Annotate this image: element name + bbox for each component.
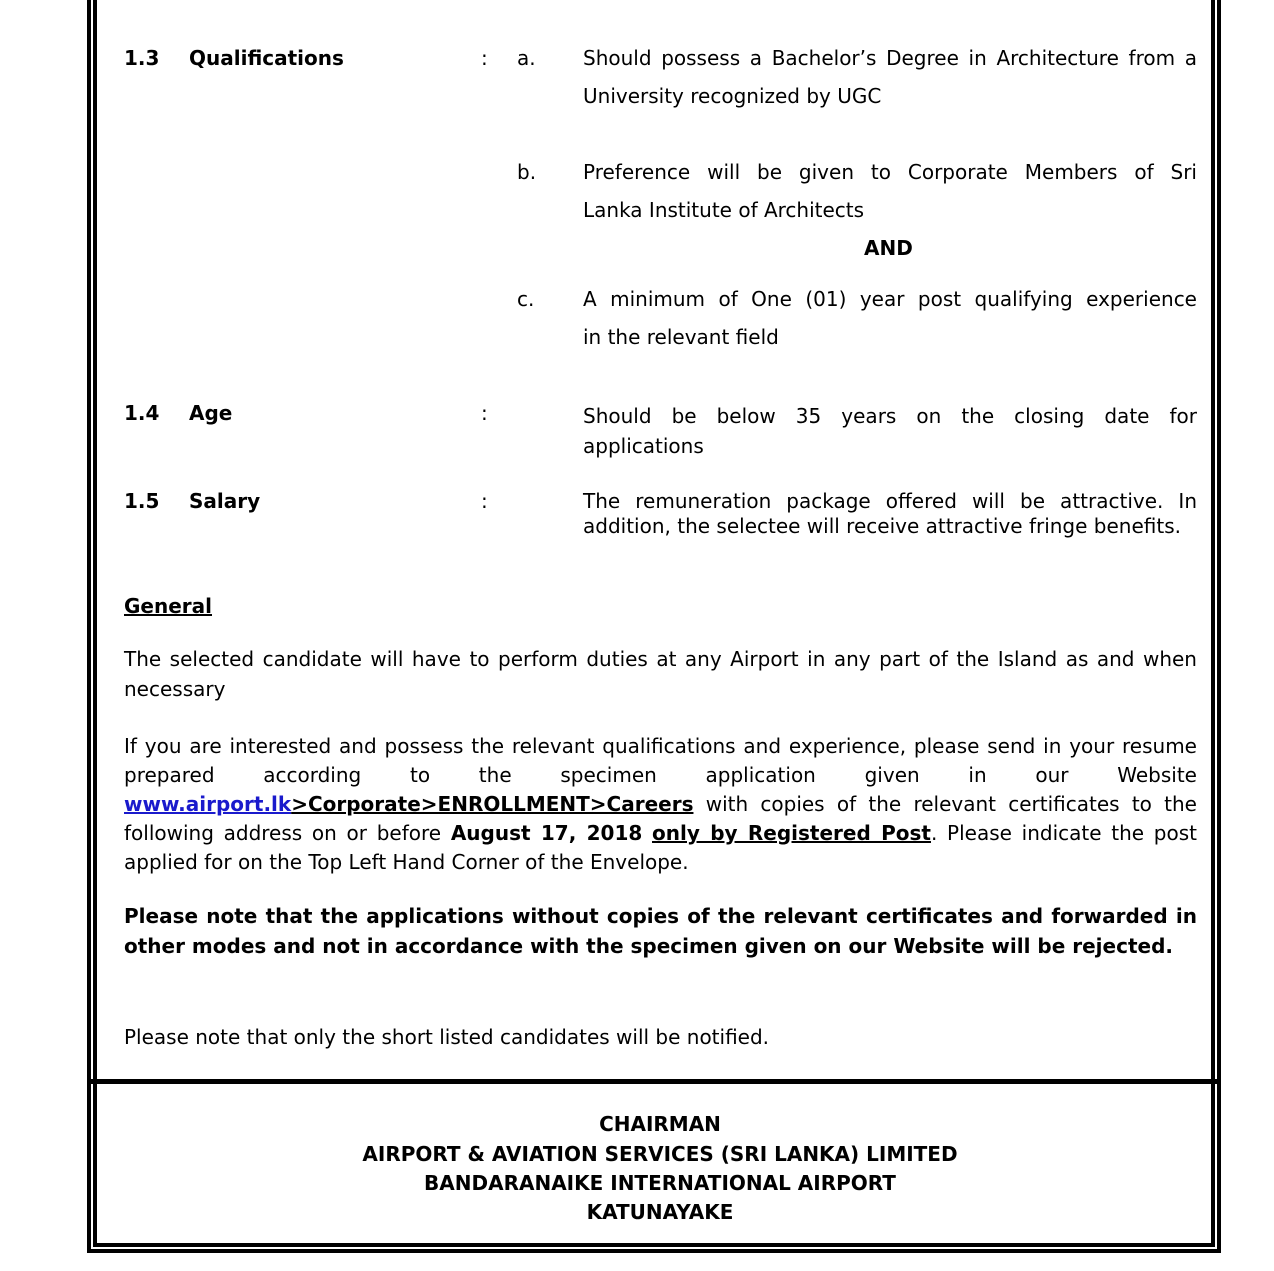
qualification-marker-c: c. <box>517 287 535 311</box>
item-colon: : <box>481 46 488 70</box>
item-label-salary: Salary <box>189 489 261 513</box>
item-colon: : <box>481 489 488 513</box>
qualification-c-line2: in the relevant field <box>583 325 779 349</box>
general-paragraph-application <box>124 732 1197 877</box>
and-connector: AND <box>864 236 913 260</box>
general-paragraph-duties: The selected candidate will have to perform duties at any Airport in any part of the Island as and when necessary <box>124 647 1197 701</box>
qualification-marker-b: b. <box>517 160 537 184</box>
salary-text: The remuneration package offered will be attractive. In addition, the selectee will receive attractive fringe benefits. <box>583 489 1197 538</box>
address-line-airport: BANDARANAIKE INTERNATIONAL AIRPORT <box>424 1171 896 1195</box>
item-number-1-4: 1.4 <box>124 401 160 425</box>
qualification-a-line1: Should possess a Bachelor’s Degree in Architecture from a <box>583 46 1197 70</box>
closing-date: August 17, 2018 <box>450 821 643 845</box>
address-line-company: AIRPORT & AVIATION SERVICES (SRI LANKA) LIMITED <box>362 1142 958 1166</box>
rejection-note: Please note that the applications without copies of the relevant certificates and forwarded in other modes and not in accordance with the specimen given on our Website will be rejected. <box>124 904 1197 958</box>
item-label-age: Age <box>189 401 233 425</box>
address-divider <box>87 1079 1221 1084</box>
item-number-1-5: 1.5 <box>124 489 160 513</box>
application-text-end: . Please indicate the post applied for on the Top Left Hand Corner of the Envelope. <box>124 821 1198 874</box>
application-text-start: If you are interested and possess the relevant qualifications and experience, please send in your resume prepared according to the specimen application given in our Website <box>124 734 1197 787</box>
item-number-1-3: 1.3 <box>124 46 160 70</box>
website-link[interactable]: www.airport.lk <box>124 792 292 816</box>
age-text: Should be below 35 years on the closing date for applications <box>583 404 1197 458</box>
item-colon: : <box>481 401 488 425</box>
item-label-qualifications: Qualifications <box>189 46 344 70</box>
address-line-city: KATUNAYAKE <box>586 1200 734 1224</box>
application-text-mid: with copies of the relevant certificates to the following address on or before <box>124 792 1197 845</box>
qualification-b-line2: Lanka Institute of Architects <box>583 198 865 222</box>
qualification-c-line1: A minimum of One (01) year post qualifying experience <box>583 287 1197 311</box>
general-heading: General <box>124 594 212 618</box>
address-line-chairman: CHAIRMAN <box>599 1112 721 1136</box>
website-path: >Corporate>ENROLLMENT>Careers <box>291 792 694 816</box>
qualification-marker-a: a. <box>517 46 536 70</box>
shortlist-note: Please note that only the short listed candidates will be notified. <box>124 1025 770 1049</box>
qualification-b-line1: Preference will be given to Corporate Members of Sri <box>583 160 1197 184</box>
registered-post-note: only by Registered Post <box>652 821 931 845</box>
qualification-a-line2: University recognized by UGC <box>583 84 882 108</box>
page-border-inner <box>93 0 1215 1247</box>
